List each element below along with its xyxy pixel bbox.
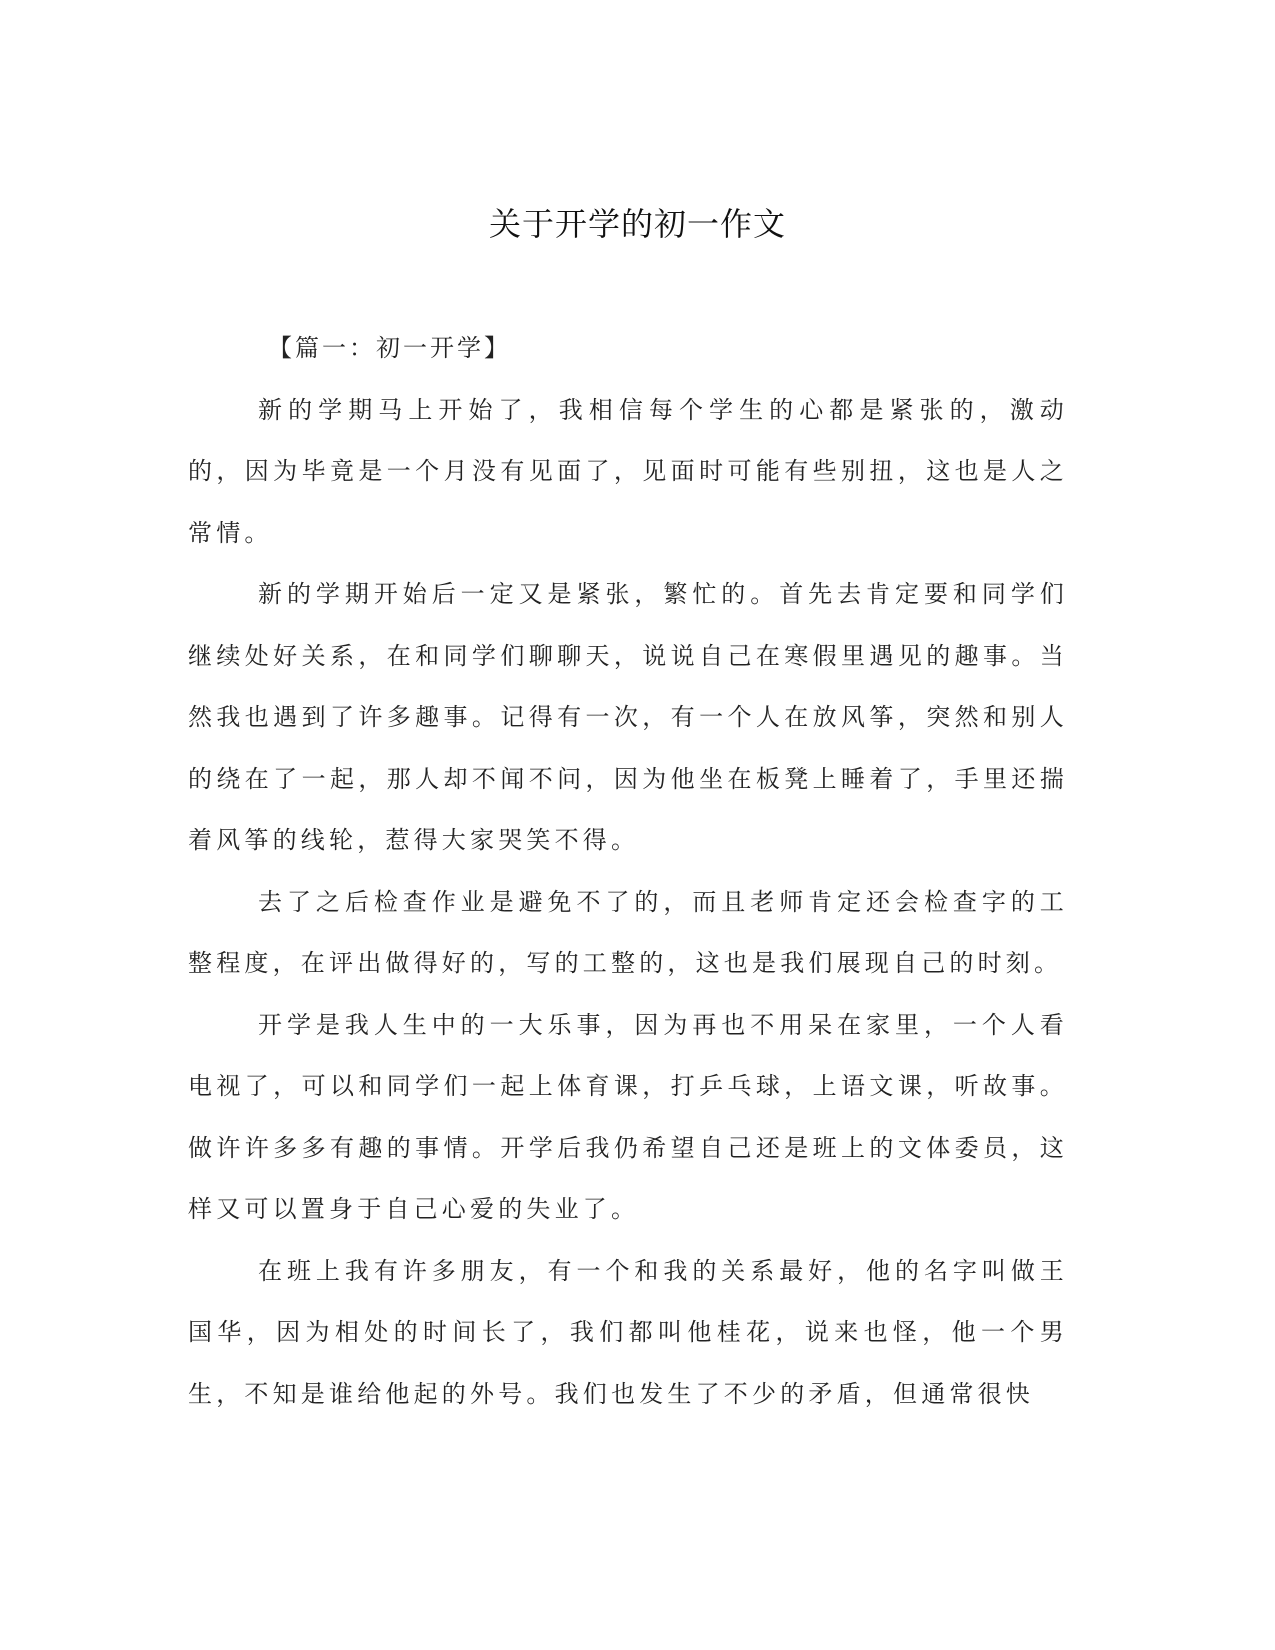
- paragraph-3: 去了之后检查作业是避免不了的，而且老师肯定还会检查字的工整程度，在评出做得好的，写的工整的，这也是我们展现自己的时刻。: [188, 887, 1068, 977]
- paragraph-5: 在班上我有许多朋友，有一个和我的关系最好，他的名字叫做王国华，因为相处的时间长了，我们都叫他桂花，说来也怪，他一个男生，不知是谁给他起的外号。我们也发生了不少的矛盾，但通常很快: [188, 1256, 1068, 1408]
- document-body: [188, 318, 1068, 1425]
- document-title: 关于开学的初一作文: [488, 205, 786, 243]
- paragraph-4: 开学是我人生中的一大乐事，因为再也不用呆在家里，一个人看电视了，可以和同学们一起上体育课，打乒乓球，上语文课，听故事。做许许多多有趣的事情。开学后我仍希望自己还是班上的文体委员，这样又可以置身于自己心爱的失业了。: [188, 1010, 1068, 1223]
- section-heading: 【篇一：初一开学】: [268, 334, 511, 362]
- paragraph-2: 新的学期开始后一定又是紧张，繁忙的。首先去肯定要和同学们继续处好关系，在和同学们聊聊天，说说自己在寒假里遇见的趣事。当然我也遇到了许多趣事。记得有一次，有一个人在放风筝，突然和别人的绕在了一起，那人却不闻不问，因为他坐在板凳上睡着了，手里还揣着风筝的线轮，惹得大家哭笑不得。: [188, 580, 1068, 854]
- paragraph-1: 新的学期马上开始了，我相信每个学生的心都是紧张的，激动的，因为毕竟是一个月没有见面了，见面时可能有些别扭，这也是人之常情。: [188, 395, 1068, 547]
